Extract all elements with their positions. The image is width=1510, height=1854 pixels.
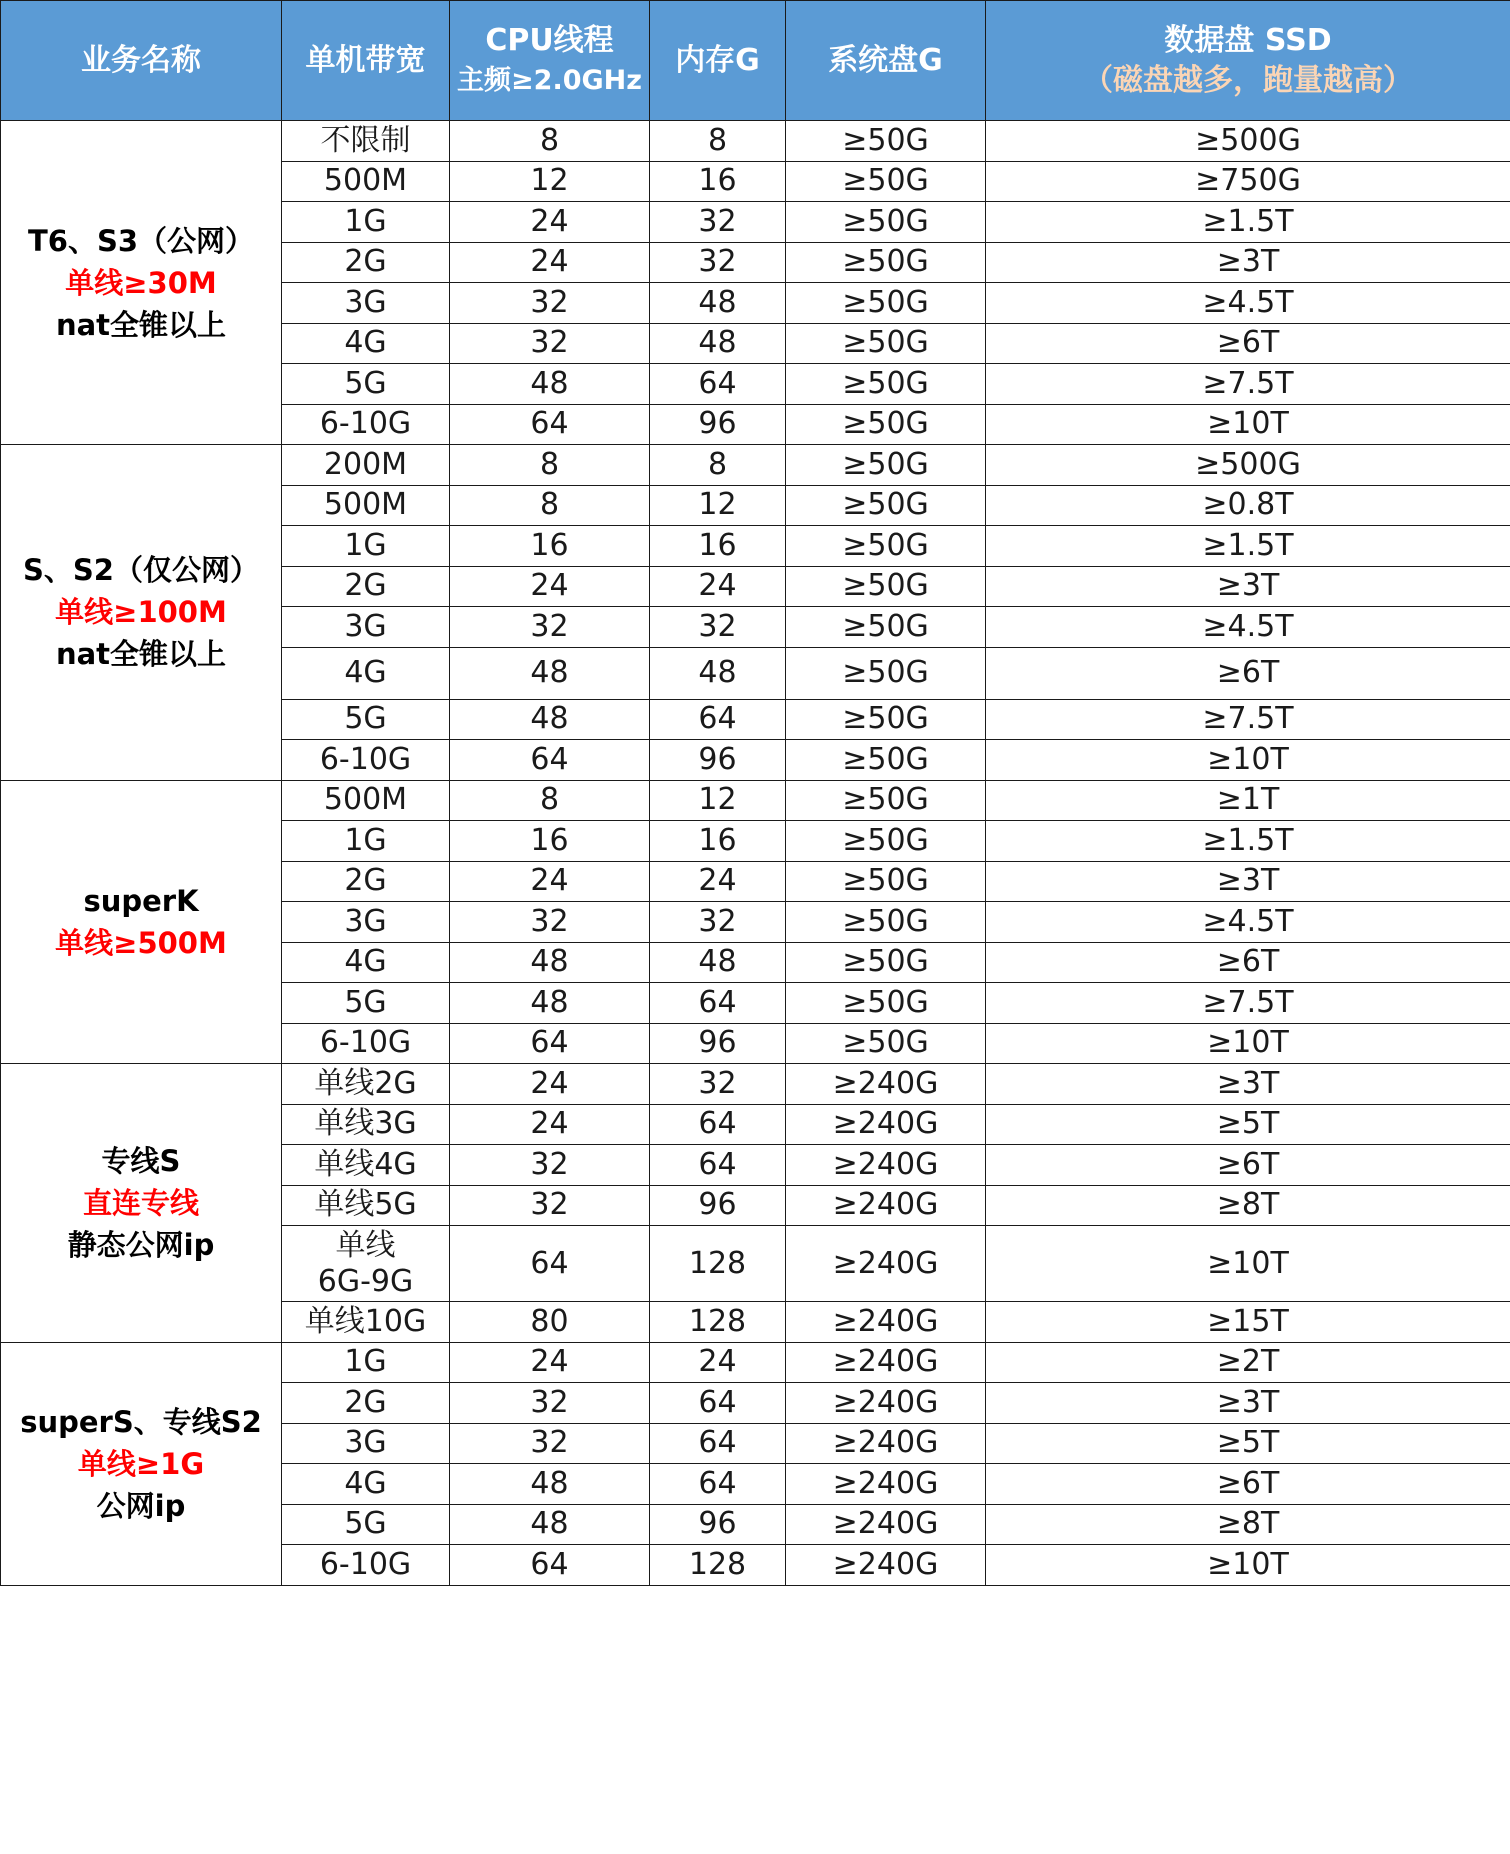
- system-disk-cell: ≥50G: [786, 902, 986, 943]
- data-disk-cell: ≥10T: [986, 404, 1510, 445]
- bandwidth-cell: 4G: [282, 323, 450, 364]
- data-disk-cell: ≥1.5T: [986, 202, 1510, 243]
- data-disk-cell: ≥6T: [986, 647, 1510, 699]
- memory-cell: 96: [650, 404, 786, 445]
- table-row: [1, 445, 1510, 486]
- system-disk-cell: ≥50G: [786, 121, 986, 162]
- cpu-cell: 24: [450, 1342, 650, 1383]
- cpu-cell: 64: [450, 404, 650, 445]
- memory-cell: 128: [650, 1302, 786, 1343]
- data-disk-cell: ≥7.5T: [986, 364, 1510, 405]
- bandwidth-cell: 5G: [282, 364, 450, 405]
- memory-cell: 48: [650, 647, 786, 699]
- bandwidth-cell: 6-10G: [282, 1023, 450, 1064]
- system-disk-cell: ≥50G: [786, 445, 986, 486]
- bandwidth-cell: 1G: [282, 1342, 450, 1383]
- memory-cell: 24: [650, 1342, 786, 1383]
- data-disk-cell: ≥5T: [986, 1423, 1510, 1464]
- cpu-cell: 24: [450, 1104, 650, 1145]
- data-disk-cell: ≥6T: [986, 1464, 1510, 1505]
- cpu-cell: 8: [450, 121, 650, 162]
- system-disk-cell: ≥240G: [786, 1145, 986, 1186]
- header-row: [1, 1, 1510, 121]
- business-name: superS、专线S2: [20, 1404, 262, 1439]
- bandwidth-cell: 3G: [282, 607, 450, 648]
- cpu-cell: 12: [450, 161, 650, 202]
- bandwidth-cell: 不限制: [282, 121, 450, 162]
- cpu-cell: 64: [450, 1545, 650, 1586]
- memory-cell: 128: [650, 1226, 786, 1302]
- cpu-cell: 8: [450, 445, 650, 486]
- business-note: 静态公网ip: [67, 1227, 215, 1262]
- business-name: T6、S3（公网）: [27, 223, 255, 258]
- data-disk-cell: ≥750G: [986, 161, 1510, 202]
- memory-cell: 48: [650, 283, 786, 324]
- memory-cell: 24: [650, 566, 786, 607]
- data-disk-cell: ≥1.5T: [986, 821, 1510, 862]
- cpu-cell: 8: [450, 485, 650, 526]
- memory-cell: 12: [650, 780, 786, 821]
- cpu-cell: 24: [450, 566, 650, 607]
- system-disk-cell: ≥240G: [786, 1064, 986, 1105]
- system-disk-cell: ≥50G: [786, 780, 986, 821]
- data-disk-cell: ≥1T: [986, 780, 1510, 821]
- system-disk-cell: ≥240G: [786, 1504, 986, 1545]
- memory-cell: 32: [650, 1064, 786, 1105]
- business-category-cell: [1, 445, 282, 781]
- memory-cell: 128: [650, 1545, 786, 1586]
- system-disk-cell: ≥50G: [786, 942, 986, 983]
- header-system-disk: 系统盘G: [786, 1, 986, 121]
- system-disk-cell: ≥50G: [786, 161, 986, 202]
- table-body: [1, 121, 1510, 1586]
- business-name: S、S2（仅公网）: [23, 553, 259, 588]
- memory-cell: 12: [650, 485, 786, 526]
- cpu-cell: 32: [450, 1145, 650, 1186]
- business-category-cell: [1, 121, 282, 445]
- bandwidth-cell: 单线2G: [282, 1064, 450, 1105]
- cpu-cell: 8: [450, 780, 650, 821]
- business-category-cell: [1, 780, 282, 1064]
- cpu-cell: 32: [450, 283, 650, 324]
- data-disk-cell: ≥0.8T: [986, 485, 1510, 526]
- memory-cell: 48: [650, 323, 786, 364]
- bandwidth-cell: 5G: [282, 1504, 450, 1545]
- memory-cell: 64: [650, 1383, 786, 1424]
- business-category-cell: [1, 1342, 282, 1585]
- bandwidth-cell: 3G: [282, 283, 450, 324]
- cpu-cell: 32: [450, 1185, 650, 1226]
- bandwidth-cell: 单线5G: [282, 1185, 450, 1226]
- bandwidth-cell: 1G: [282, 526, 450, 567]
- header-business: 业务名称: [1, 1, 282, 121]
- system-disk-cell: ≥50G: [786, 607, 986, 648]
- system-disk-cell: ≥50G: [786, 861, 986, 902]
- bandwidth-cell: 5G: [282, 699, 450, 740]
- data-disk-cell: ≥500G: [986, 445, 1510, 486]
- memory-cell: 64: [650, 1104, 786, 1145]
- memory-cell: 16: [650, 161, 786, 202]
- bandwidth-cell: 6-10G: [282, 1545, 450, 1586]
- memory-cell: 16: [650, 526, 786, 567]
- memory-cell: 32: [650, 902, 786, 943]
- data-disk-cell: ≥6T: [986, 323, 1510, 364]
- bandwidth-cell: 4G: [282, 647, 450, 699]
- business-category-cell: [1, 1064, 282, 1343]
- cpu-cell: 64: [450, 1023, 650, 1064]
- system-disk-cell: ≥50G: [786, 242, 986, 283]
- business-requirement: 单线≥100M: [55, 595, 227, 630]
- data-disk-cell: ≥15T: [986, 1302, 1510, 1343]
- memory-cell: 64: [650, 983, 786, 1024]
- system-disk-cell: ≥50G: [786, 485, 986, 526]
- system-disk-cell: ≥50G: [786, 364, 986, 405]
- system-disk-cell: ≥50G: [786, 566, 986, 607]
- header-bandwidth: 单机带宽: [282, 1, 450, 121]
- business-requirement: 单线≥500M: [55, 925, 227, 960]
- bandwidth-cell: 2G: [282, 1383, 450, 1424]
- header-cpu-line2: 主频≥2.0GHz: [457, 64, 642, 96]
- bandwidth-cell: 单线 6G-9G: [282, 1226, 450, 1302]
- bandwidth-cell: 500M: [282, 485, 450, 526]
- data-disk-cell: ≥8T: [986, 1185, 1510, 1226]
- bandwidth-cell: 单线3G: [282, 1104, 450, 1145]
- data-disk-cell: ≥4.5T: [986, 607, 1510, 648]
- memory-cell: 96: [650, 740, 786, 781]
- table-row: [1, 780, 1510, 821]
- bandwidth-cell: 1G: [282, 202, 450, 243]
- bandwidth-cell: 6-10G: [282, 740, 450, 781]
- cpu-cell: 48: [450, 1464, 650, 1505]
- memory-cell: 96: [650, 1504, 786, 1545]
- memory-cell: 48: [650, 942, 786, 983]
- header-data-disk: [986, 1, 1510, 121]
- system-disk-cell: ≥240G: [786, 1302, 986, 1343]
- bandwidth-cell: 2G: [282, 242, 450, 283]
- cpu-cell: 48: [450, 1504, 650, 1545]
- system-disk-cell: ≥50G: [786, 323, 986, 364]
- data-disk-cell: ≥500G: [986, 121, 1510, 162]
- data-disk-cell: ≥1.5T: [986, 526, 1510, 567]
- data-disk-cell: ≥4.5T: [986, 902, 1510, 943]
- cpu-cell: 48: [450, 647, 650, 699]
- memory-cell: 32: [650, 202, 786, 243]
- data-disk-cell: ≥3T: [986, 1383, 1510, 1424]
- business-name: superK: [83, 883, 199, 918]
- header-memory: 内存G: [650, 1, 786, 121]
- business-requirement: 单线≥30M: [65, 265, 217, 300]
- system-disk-cell: ≥50G: [786, 404, 986, 445]
- memory-cell: 8: [650, 121, 786, 162]
- system-disk-cell: ≥50G: [786, 647, 986, 699]
- bandwidth-cell: 2G: [282, 861, 450, 902]
- memory-cell: 32: [650, 607, 786, 648]
- bandwidth-cell: 500M: [282, 161, 450, 202]
- system-disk-cell: ≥50G: [786, 283, 986, 324]
- cpu-cell: 16: [450, 526, 650, 567]
- cpu-cell: 32: [450, 323, 650, 364]
- system-disk-cell: ≥240G: [786, 1185, 986, 1226]
- data-disk-cell: ≥5T: [986, 1104, 1510, 1145]
- data-disk-cell: ≥7.5T: [986, 699, 1510, 740]
- bandwidth-cell: 6-10G: [282, 404, 450, 445]
- data-disk-cell: ≥10T: [986, 1023, 1510, 1064]
- data-disk-cell: ≥8T: [986, 1504, 1510, 1545]
- data-disk-cell: ≥2T: [986, 1342, 1510, 1383]
- system-disk-cell: ≥240G: [786, 1423, 986, 1464]
- business-requirement: 直连专线: [82, 1185, 199, 1220]
- memory-cell: 64: [650, 1145, 786, 1186]
- cpu-cell: 48: [450, 942, 650, 983]
- data-disk-cell: ≥4.5T: [986, 283, 1510, 324]
- cpu-cell: 24: [450, 1064, 650, 1105]
- table-row: [1, 121, 1510, 162]
- header-cpu-line1: CPU线程: [485, 22, 614, 58]
- data-disk-cell: ≥3T: [986, 566, 1510, 607]
- bandwidth-cell: 4G: [282, 942, 450, 983]
- cpu-cell: 48: [450, 364, 650, 405]
- table-row: [1, 1342, 1510, 1383]
- data-disk-cell: ≥10T: [986, 740, 1510, 781]
- system-disk-cell: ≥240G: [786, 1104, 986, 1145]
- memory-cell: 8: [650, 445, 786, 486]
- cpu-cell: 48: [450, 983, 650, 1024]
- business-note: nat全锥以上: [55, 307, 227, 342]
- bandwidth-cell: 2G: [282, 566, 450, 607]
- cpu-cell: 24: [450, 202, 650, 243]
- bandwidth-cell: 单线10G: [282, 1302, 450, 1343]
- system-disk-cell: ≥240G: [786, 1226, 986, 1302]
- header-data-disk-line1: 数据盘 SSD: [1164, 22, 1332, 58]
- bandwidth-cell: 3G: [282, 1423, 450, 1464]
- cpu-cell: 48: [450, 699, 650, 740]
- cpu-cell: 32: [450, 607, 650, 648]
- system-disk-cell: ≥240G: [786, 1342, 986, 1383]
- system-disk-cell: ≥50G: [786, 202, 986, 243]
- memory-cell: 24: [650, 861, 786, 902]
- memory-cell: 96: [650, 1023, 786, 1064]
- system-disk-cell: ≥50G: [786, 699, 986, 740]
- cpu-cell: 32: [450, 1423, 650, 1464]
- bandwidth-cell: 1G: [282, 821, 450, 862]
- table-row: [1, 1064, 1510, 1105]
- cpu-cell: 32: [450, 1383, 650, 1424]
- business-requirement: 单线≥1G: [77, 1446, 205, 1481]
- bandwidth-cell: 4G: [282, 1464, 450, 1505]
- business-note: nat全锥以上: [55, 637, 227, 672]
- system-disk-cell: ≥240G: [786, 1545, 986, 1586]
- bandwidth-cell: 500M: [282, 780, 450, 821]
- cpu-cell: 24: [450, 242, 650, 283]
- memory-cell: 32: [650, 242, 786, 283]
- system-disk-cell: ≥240G: [786, 1383, 986, 1424]
- header-data-disk-line2: （磁盘越多，跑量越高）: [1083, 62, 1413, 98]
- data-disk-cell: ≥10T: [986, 1545, 1510, 1586]
- memory-cell: 96: [650, 1185, 786, 1226]
- data-disk-cell: ≥3T: [986, 242, 1510, 283]
- memory-cell: 64: [650, 1423, 786, 1464]
- data-disk-cell: ≥3T: [986, 1064, 1510, 1105]
- cpu-cell: 64: [450, 1226, 650, 1302]
- system-disk-cell: ≥50G: [786, 526, 986, 567]
- memory-cell: 16: [650, 821, 786, 862]
- data-disk-cell: ≥6T: [986, 1145, 1510, 1186]
- cpu-cell: 32: [450, 902, 650, 943]
- data-disk-cell: ≥10T: [986, 1226, 1510, 1302]
- business-note: 公网ip: [96, 1488, 186, 1523]
- system-disk-cell: ≥50G: [786, 983, 986, 1024]
- data-disk-cell: ≥7.5T: [986, 983, 1510, 1024]
- cpu-cell: 80: [450, 1302, 650, 1343]
- business-name: 专线S: [101, 1143, 181, 1178]
- system-disk-cell: ≥240G: [786, 1464, 986, 1505]
- cpu-cell: 16: [450, 821, 650, 862]
- data-disk-cell: ≥6T: [986, 942, 1510, 983]
- system-disk-cell: ≥50G: [786, 740, 986, 781]
- cpu-cell: 24: [450, 861, 650, 902]
- memory-cell: 64: [650, 364, 786, 405]
- system-disk-cell: ≥50G: [786, 1023, 986, 1064]
- bandwidth-cell: 单线4G: [282, 1145, 450, 1186]
- bandwidth-cell: 5G: [282, 983, 450, 1024]
- system-disk-cell: ≥50G: [786, 821, 986, 862]
- memory-cell: 64: [650, 699, 786, 740]
- bandwidth-cell: 3G: [282, 902, 450, 943]
- header-cpu: [450, 1, 650, 121]
- memory-cell: 64: [650, 1464, 786, 1505]
- bandwidth-cell: 200M: [282, 445, 450, 486]
- cpu-cell: 64: [450, 740, 650, 781]
- data-disk-cell: ≥3T: [986, 861, 1510, 902]
